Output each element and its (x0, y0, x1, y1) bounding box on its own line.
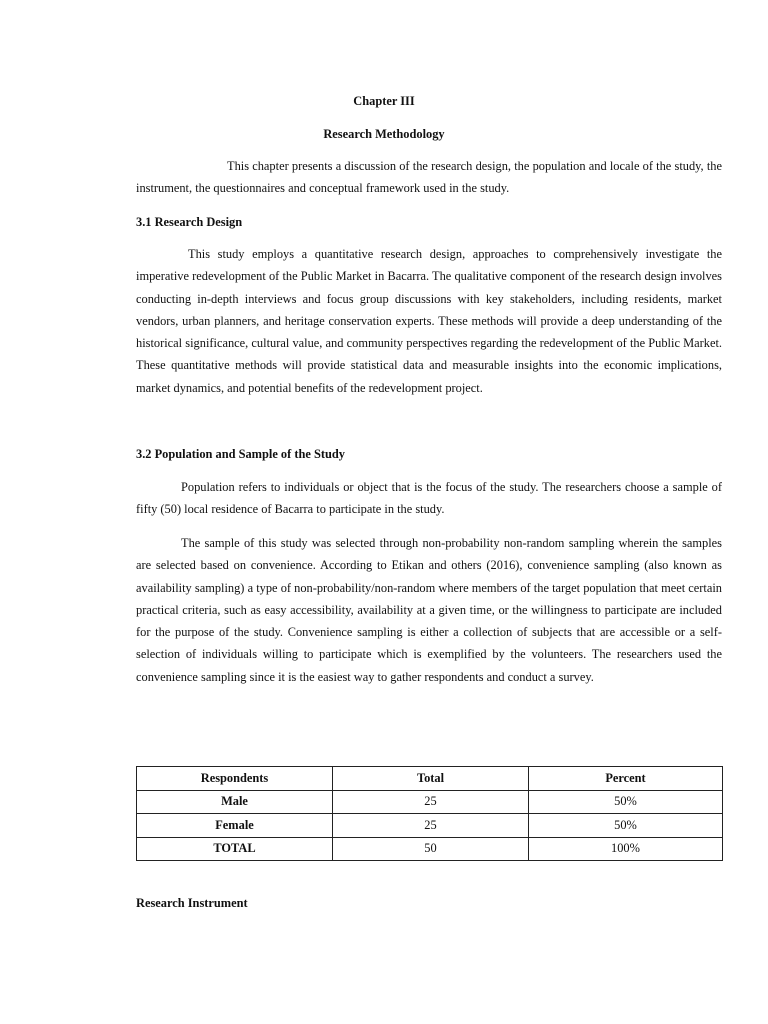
table-row (137, 837, 723, 861)
table-cell: 50 (333, 837, 529, 861)
section-heading-research-instrument: Research Instrument (136, 896, 248, 910)
table-cell: 25 (333, 814, 529, 838)
section-heading-population-sample: 3.2 Population and Sample of the Study (136, 447, 345, 461)
table-header-cell: Respondents (137, 767, 333, 791)
table-cell-label: TOTAL (137, 837, 333, 861)
table-cell: 100% (529, 837, 723, 861)
population-paragraph: Population refers to individuals or object that is the focus of the study. The researchers choose a sample of fifty (50) local residence of Bacarra to participate in the study. (136, 480, 722, 517)
table-header-cell: Percent (529, 767, 723, 791)
table-cell: 50% (529, 790, 723, 814)
table-header-row (137, 767, 723, 791)
section-heading-research-design: 3.1 Research Design (136, 215, 243, 229)
respondents-table (136, 766, 723, 861)
research-design-paragraph: This study employs a quantitative research design, approaches to comprehensively investigate the imperative redevelopment of the Public Market in Bacarra. The qualitative component of the research design involves conducting in-depth interviews and focus group discussions with key stakeholders, including residents, market vendors, urban planners, and heritage conservation experts. These methods will provide a deep understanding of the historical significance, cultural value, and community perspectives regarding the redevelopment of the Public Market. These quantitative methods will provide statistical data and measurable insights into the economic implications, market dynamics, and potential benefits of the redevelopment project. (136, 247, 722, 395)
intro-paragraph: This chapter presents a discussion of the research design, the population and locale of the study, the instrument, the questionnaires and conceptual framework used in the study. (136, 159, 722, 196)
table-cell: 25 (333, 790, 529, 814)
table-cell-label: Male (137, 790, 333, 814)
table-header-cell: Total (333, 767, 529, 791)
sampling-paragraph: The sample of this study was selected through non-probability non-random sampling wherein the samples are selected based on convenience. According to Etikan and others (2016), convenience sampling (also known as availability sampling) a type of non-probability/non-random where members of the target population that meet certain practical criteria, such as easy accessibility, availability at a given time, or the willingness to participate are included for the purpose of the study. Convenience sampling is either a collection of subjects that are accessible or a self-selection of individuals willing to participate which is exemplified by the volunteers. The researchers used the convenience sampling since it is the easiest way to gather respondents and conduct a survey. (136, 536, 722, 684)
table-cell-label: Female (137, 814, 333, 838)
chapter-title: Chapter III (353, 94, 415, 108)
table-row (137, 814, 723, 838)
chapter-subtitle: Research Methodology (323, 127, 445, 141)
table-cell: 50% (529, 814, 723, 838)
table-row (137, 790, 723, 814)
